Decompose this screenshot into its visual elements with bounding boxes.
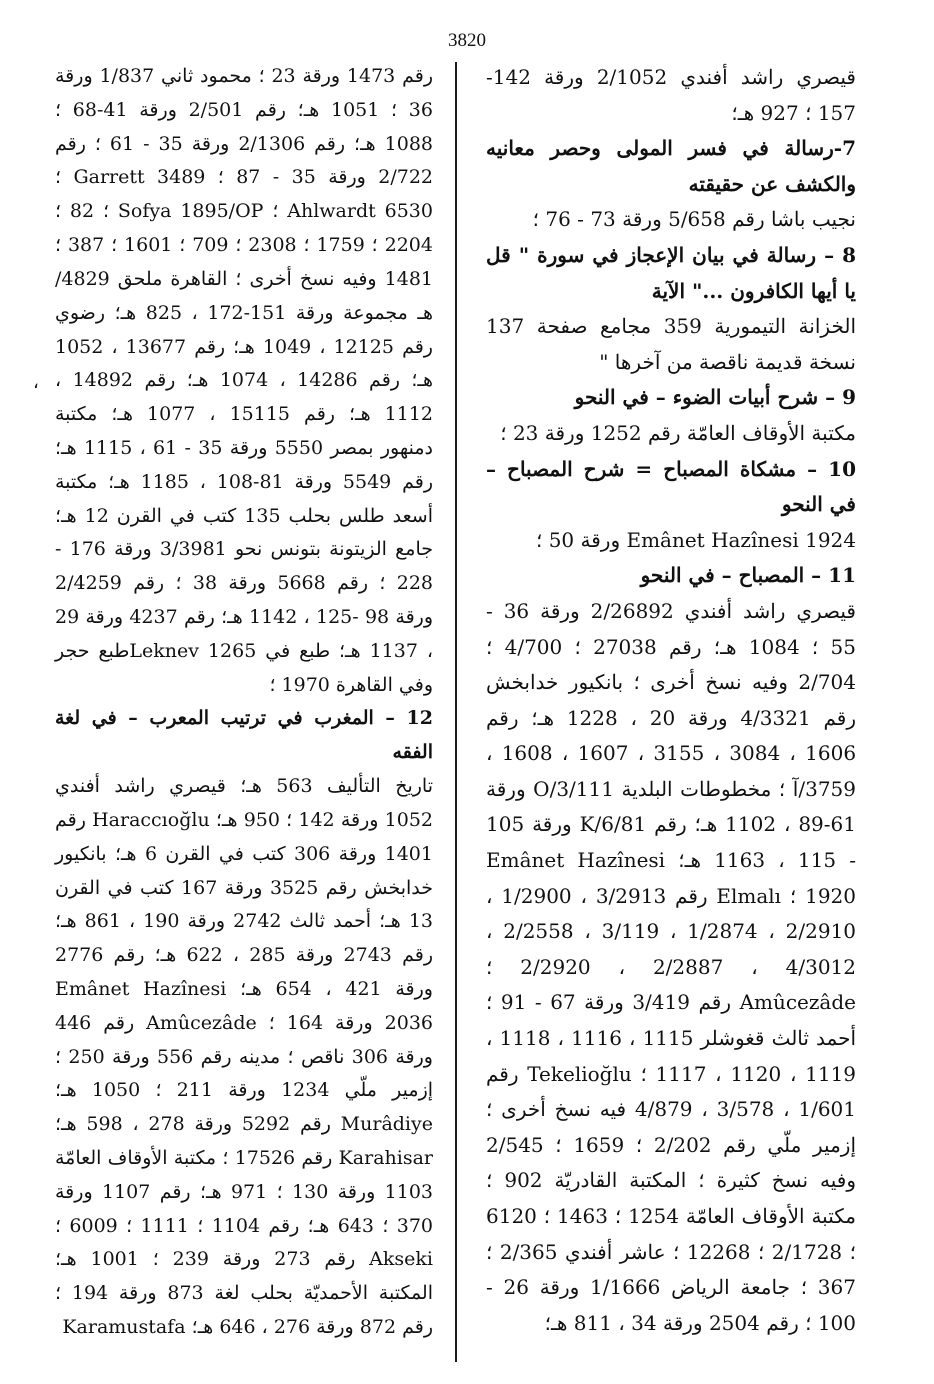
section-heading-8: 8 – رسالة في بيان الإعجاز في سورة " قل يا أيها الكافرون ..." الآية (486, 242, 856, 303)
paragraph: الخزانة التيمورية 359 مجامع صفحة 137 نسخة قديمة ناقصة من آخرها " (486, 314, 856, 374)
paragraph: Emânet Hazînesi 1924 ورقة 50 ؛ (535, 527, 856, 552)
paragraph: رقم 1473 ورقة 23 ؛ محمود ثاني 1/837 ورقة 36 ؛ 1051 هـ؛ رقم 2/501 ورقة 41-68 ؛ 1088 هـ؛ رقم 2/1306 ورقة 35 - 61 ؛ رقم 2/722 ورقة 35 - 87 ؛ Garrett 3489 ؛ Ahlwardt 6530 ؛ Sofya 1895/OP ؛ 82 ؛ 2204 ؛ 1759 ؛ 2308 ؛ 709 ؛ 1601 ؛ 387 ؛ 1481 وفيه نسخ أخرى ؛ القاهرة ملحق 4829/هـ مجموعة ورقة 151-172 ، 825 هـ؛ رضوي رقم 12125 ، 1049 هـ؛ رقم 13677 ، 1052 هـ؛ رقم 14286 ، 1074 هـ؛ رقم 14892 ، 1112 هـ؛ رقم 15115 ، 1077 هـ؛ مكتبة دمنهور بمصر 5550 ورقة 35 - 61 ، 1115 هـ؛ رقم 5549 ورقة 81-108 ، 1185 هـ؛ مكتبة أسعد طلس بحلب 135 كتب في القرن 12 هـ؛ جامع الزيتونة بتونس نحو 3/3981 ورقة 176 - 228 ؛ رقم 5668 ورقة 38 ؛ رقم 2/4259 ورقة 98 -125 ، 1142 هـ؛ رقم 4237 ورقة 29 ، 1137 هـ؛ طبع في Leknev 1265طبع حجر وفي القاهرة 1970 ؛ (55, 65, 434, 696)
section-heading-11: 11 – المصباح – في النحو (640, 563, 856, 588)
section-heading-10: 10 – مشكاة المصباح = شرح المصباح – في النحو (486, 456, 856, 517)
paragraph: قيصري راشد أفندي 2/26892 ورقة 36 - 55 ؛ 1084 هـ؛ رقم 27038 ؛ 4/700 ؛ 2/704 وفيه نسخ أخرى ؛ بانكيور خدابخش رقم 4/3321 ورقة 20 ، 1228 هـ؛ رقم 1606 ، 3084 ، 3155 ، 1607 ، 1608 ، 3759/آ ؛ مخطوطات البلدية 3/111/O ورقة 61-89 ، 1102 هـ؛ رقم 6/81/K ورقة 105 - 115 ، 1163 هـ؛ Emânet Hazînesi 1920 ؛ Elmalı رقم 3/2913 ، 1/2900 ، 2/2910 ، 1/2874 ، 3/119 ، 2/2558 ، 4/3012 ، 2/2887 ، 2/2920 ؛ Amûcezâde رقم 3/419 ورقة 67 - 91 ؛ أحمد ثالث قغوشلر 1115 ، 1116 ، 1118 ، 1119 ، 1120 ، 1117 ؛ Tekelioğlu رقم 1/601 ، 3/578 ، 4/879 فيه نسخ أخرى ؛ إزمير ملّي رقم 2/202 ؛ 1659 ؛ 2/545 وفيه نسخ كثيرة ؛ المكتبة القادريّة 902 ؛ مكتبة الأوقاف العامّة 1254 ؛ 1463 ؛ 6120 ؛ 2/1728 ؛ 12268 ؛ عاشر أفندي 2/365 ؛ 367 ؛ جامعة الرياض 1/1666 ورقة 26 - 100 ؛ رقم 2504 ورقة 34 ، 811 هـ؛ (486, 598, 857, 1335)
paragraph: نجيب باشا رقم 5/658 ورقة 73 - 76 ؛ (532, 207, 856, 232)
column-divider (455, 62, 457, 1362)
paragraph: قيصري راشد أفندي 2/1052 ورقة 142-157 ؛ 927 هـ؛ (486, 65, 856, 125)
paragraph: مكتبة الأوقاف العامّة رقم 1252 ورقة 23 ؛ (500, 420, 856, 445)
right-column (486, 60, 856, 1341)
paragraph: تاريخ التأليف 563 هـ؛ قيصري راشد أفندي 1052 ورقة 142 ؛ 950 هـ؛ Haraccıoğlu رقم 1401 ورقة 306 كتب في القرن 6 هـ؛ بانكيور خدابخش رقم 3525 ورقة 167 كتب في القرن 13 هـ؛ أحمد ثالث 2742 ورقة 190 ، 861 هـ؛ رقم 2743 ورقة 285 ، 622 هـ؛ رقم 2776 ورقة 421 ، 654 هـ؛ Emânet Hazînesi 2036 ورقة 164 ؛ Amûcezâde رقم 446 ورقة 306 ناقص ؛ مدينه رقم 556 ورقة 250 ؛ إزمير ملّي 1234 ورقة 211 ؛ 1050 هـ؛ Murâdiye رقم 5292 ورقة 278 ، 598 هـ؛ Karahisar رقم 17526 ؛ مكتبة الأوقاف العامّة 1103 ورقة 130 ؛ 971 هـ؛ رقم 1107 ورقة 370 ؛ 643 هـ؛ رقم 1104 ؛ 1111 ؛ 6009 ؛ Akseki رقم 273 ورقة 239 ؛ 1001 هـ؛ المكتبة الأحمديّة بحلب لغة 873 ورقة 194 ؛ رقم 872 ورقة 276 ، 646 هـ؛ Karamustafa (55, 775, 434, 1339)
margin-mark: ، (33, 372, 39, 393)
page-number: 3820 (448, 30, 486, 51)
left-column (55, 60, 433, 1345)
section-heading-9: 9 – شرح أبيات الضوء – في النحو (574, 385, 856, 410)
section-heading-7: 7-رسالة في فسر المولى وحصر معانيه والكشف عن حقيقته (486, 136, 856, 196)
section-heading-12: 12 – المغرب في ترتيب المعرب – في لغة الفقه (55, 707, 433, 764)
